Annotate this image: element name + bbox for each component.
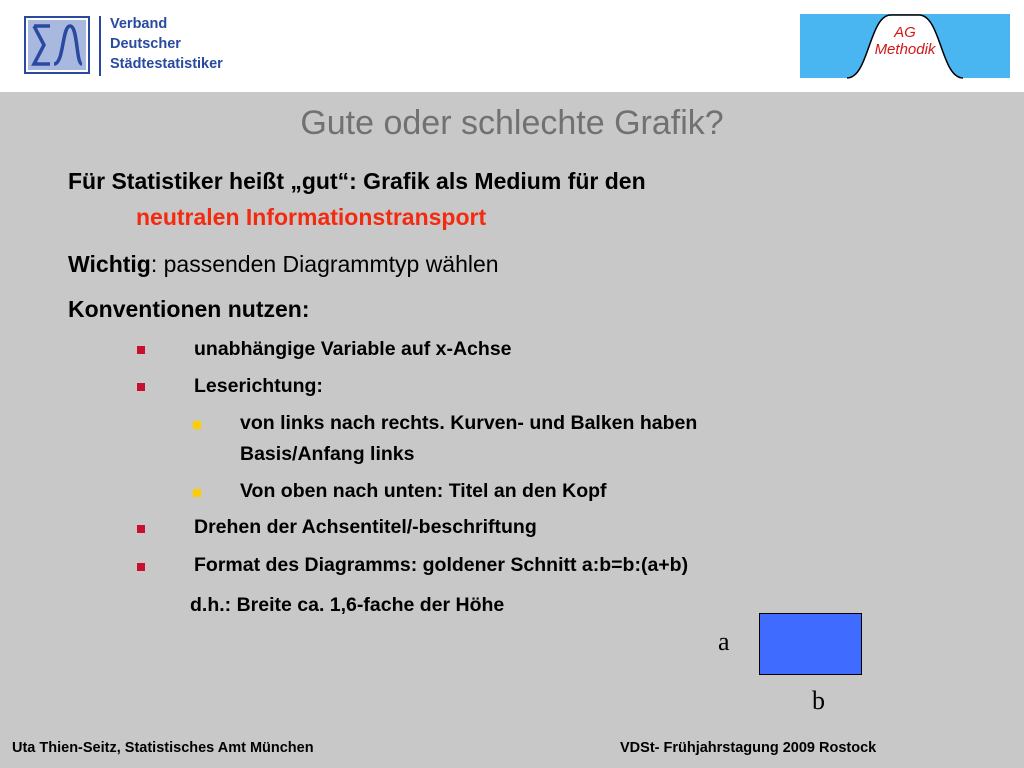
konventionen-heading: Konventionen nutzen:: [68, 296, 310, 322]
org-name-line-3: Städtestatistiker: [110, 56, 223, 72]
label-b: b: [812, 686, 825, 715]
ag-methodik-label: [799, 24, 1011, 58]
slide-title: Gute oder schlechte Grafik?: [300, 104, 724, 142]
sub-bullet-item-line-1: von links nach rechts. Kurven- und Balken haben: [240, 412, 698, 434]
vdst-organization-name: [110, 14, 223, 74]
wichtig-label: Wichtig: [68, 251, 151, 277]
ag-label-line-2: Methodik: [874, 41, 936, 58]
wichtig-line: [68, 251, 499, 278]
bullet-square-icon: [137, 346, 145, 354]
bullet-item: unabhängige Variable auf x-Achse: [194, 338, 512, 360]
bullet-square-icon: [137, 383, 145, 391]
header-bar: [0, 0, 1024, 92]
vdst-logo-icon: [24, 16, 90, 74]
ag-label-line-1: AG: [894, 24, 916, 41]
org-name-line-1: Verband: [110, 16, 168, 32]
bullet-item: Leserichtung:: [194, 375, 323, 397]
note-text: d.h.: Breite ca. 1,6-fache der Höhe: [190, 594, 505, 616]
sub-bullet-square-icon: [193, 421, 201, 429]
wichtig-text: : passenden Diagrammtyp wählen: [150, 251, 499, 277]
logo-divider: [99, 16, 101, 76]
intro-line: Für Statistiker heißt „gut“: Grafik als Medium für den: [68, 168, 646, 194]
footer-author: Uta Thien-Seitz, Statistisches Amt München: [12, 740, 314, 756]
bullet-item: Format des Diagramms: goldener Schnitt a:b=b:(a+b): [194, 554, 689, 576]
bullet-square-icon: [137, 525, 145, 533]
sub-bullet-item: Von oben nach unten: Titel an den Kopf: [240, 480, 607, 502]
org-name-line-2: Deutscher: [110, 36, 181, 52]
footer-event: VDSt- Frühjahrstagung 2009 Rostock: [620, 740, 877, 756]
sub-bullet-item-line-2: Basis/Anfang links: [240, 443, 415, 465]
bullet-item: Drehen der Achsentitel/-beschriftung: [194, 516, 537, 538]
highlight-text: neutralen Informationstransport: [136, 204, 487, 230]
golden-ratio-rectangle: [759, 613, 862, 675]
bullet-square-icon: [137, 563, 145, 571]
sub-bullet-square-icon: [193, 489, 201, 497]
label-a: a: [718, 627, 730, 656]
